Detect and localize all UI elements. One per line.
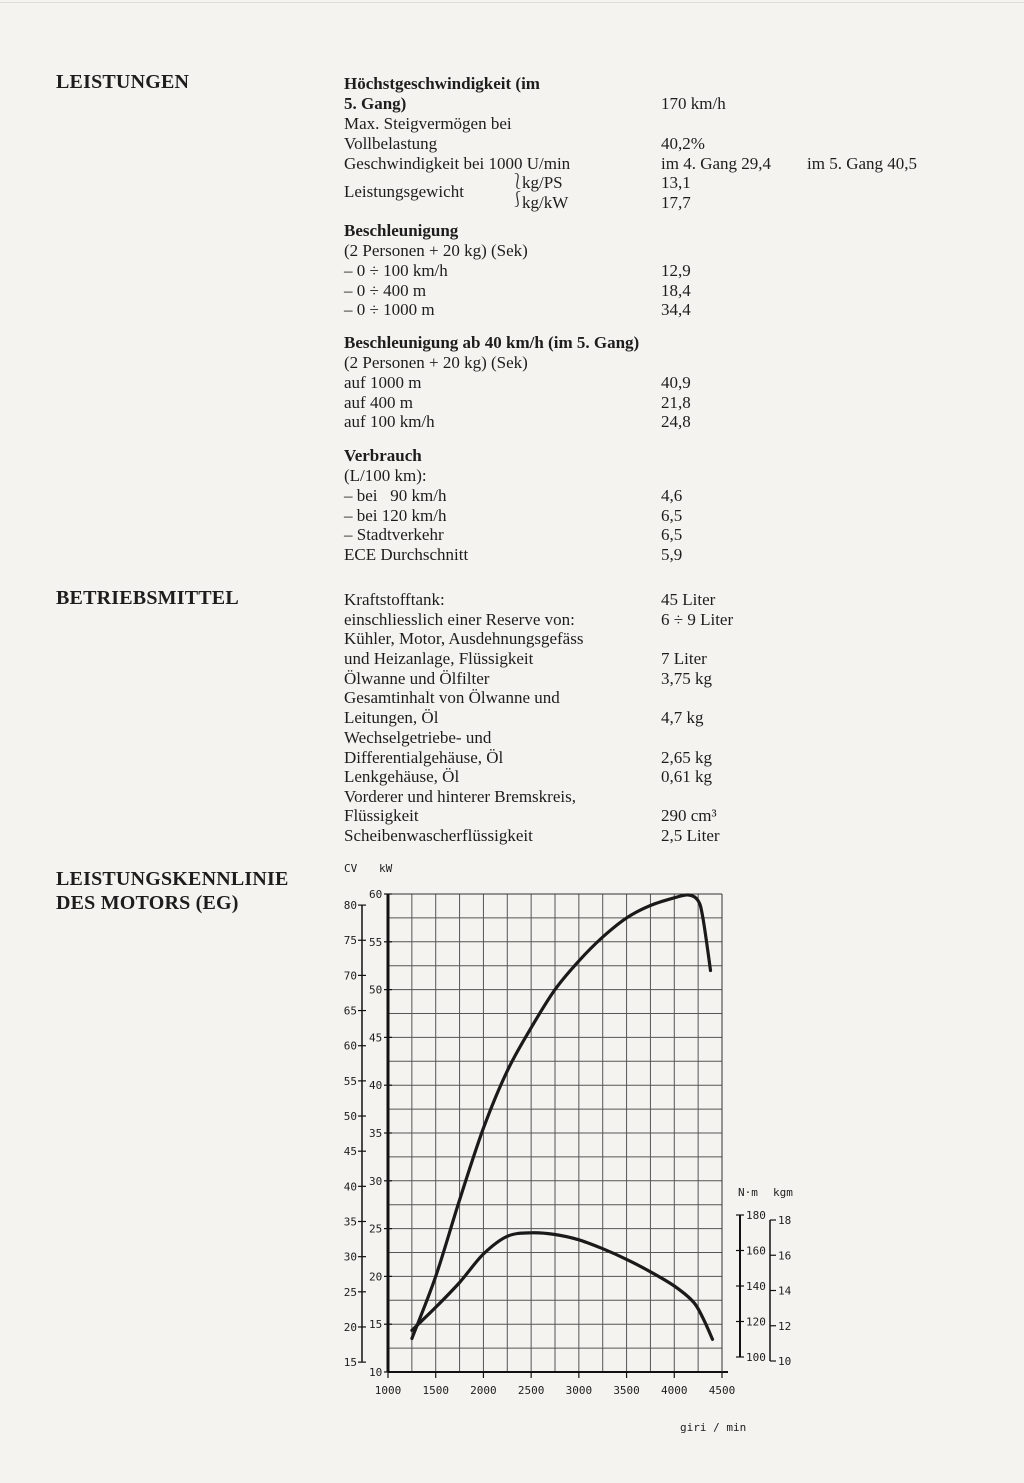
- kw-tick-label: 15: [369, 1318, 383, 1332]
- verbrauch-title: Verbrauch: [344, 446, 422, 465]
- vmax-label-line2: 5. Gang): [344, 94, 407, 113]
- axis-label-rpm: giri / min: [680, 1421, 747, 1434]
- kw-tick-label: 45: [369, 1031, 383, 1045]
- kuehler-label-line2: und Heizanlage, Flüssigkeit: [344, 649, 534, 668]
- kw-tick-label: 40: [369, 1079, 383, 1093]
- beschl40-row-label: auf 400 m: [344, 393, 413, 412]
- steig-label-line1: Max. Steigvermögen bei: [344, 114, 512, 133]
- getriebe-value: 2,65 kg: [661, 748, 712, 767]
- x-tick-label: 4000: [661, 1384, 688, 1397]
- verbrauch-row-label: – bei 90 km/h: [344, 486, 447, 505]
- oelwanne-value: 3,75 kg: [661, 669, 712, 688]
- gesch-value-4-gang: im 4. Gang 29,4: [661, 154, 772, 173]
- verbrauch-row-label: – Stadtverkehr: [344, 525, 444, 544]
- scheibenwascher-label: Scheibenwascherflüssigkeit: [344, 826, 533, 845]
- scheibenwascher-value: 2,5 Liter: [661, 826, 720, 845]
- cv-tick-label: 45: [343, 1145, 357, 1159]
- brace-top: ⎱: [510, 174, 526, 190]
- x-tick-label: 1000: [374, 1384, 402, 1397]
- nm-tick-label: 100: [746, 1351, 766, 1364]
- axis-label-kw: kW: [379, 862, 393, 875]
- chart-curves: [412, 895, 713, 1339]
- kw-tick-label: 25: [369, 1222, 383, 1236]
- cv-tick-label: 80: [343, 899, 357, 913]
- beschleunigung-title: Beschleunigung: [344, 221, 459, 240]
- x-tick-label: 4500: [708, 1384, 736, 1397]
- axis-label-nm: N·m: [738, 1186, 758, 1199]
- cv-tick-label: 35: [343, 1215, 357, 1229]
- kuehler-label-line1: Kühler, Motor, Ausdehnungsgefäss: [344, 629, 584, 648]
- nm-tick-label: 120: [746, 1315, 766, 1329]
- kgm-tick-label: 12: [778, 1319, 792, 1333]
- section-heading-betriebsmittel: BETRIEBSMITTEL: [56, 587, 239, 609]
- kgm-tick-label: 16: [778, 1249, 792, 1263]
- beschl40-row-value: 21,8: [661, 393, 691, 412]
- kgm-tick-label: 18: [778, 1214, 792, 1227]
- steig-value: 40,2%: [661, 134, 705, 153]
- section-heading-kennlinie-2: DES MOTORS (EG): [56, 892, 239, 914]
- beschl-row-value: 18,4: [661, 281, 691, 300]
- gesamtinhalt-label-line2: Leitungen, Öl: [344, 708, 439, 727]
- cv-tick-label: 65: [343, 1004, 357, 1018]
- power-curve: [412, 895, 711, 1339]
- gesch-label: Geschwindigkeit bei 1000 U/min: [344, 154, 571, 173]
- vmax-value: 170 km/h: [661, 94, 726, 113]
- beschl-row-label: – 0 ÷ 100 km/h: [344, 261, 448, 280]
- cv-tick-label: 55: [343, 1074, 357, 1088]
- getriebe-label-line2: Differentialgehäuse, Öl: [344, 748, 504, 767]
- cv-tick-label: 50: [343, 1110, 357, 1124]
- section-heading-kennlinie-1: LEISTUNGSKENNLINIE: [56, 868, 289, 890]
- cv-tick-label: 30: [343, 1250, 357, 1264]
- gesamtinhalt-label-line1: Gesamtinhalt von Ölwanne und: [344, 688, 560, 707]
- beschl-row-label: – 0 ÷ 1000 m: [344, 300, 435, 319]
- beschleunigung-40-condition: (2 Personen + 20 kg) (Sek): [344, 353, 528, 372]
- kw-tick-label: 55: [369, 935, 383, 949]
- tank-value: 45 Liter: [661, 590, 716, 609]
- kw-tick-label: 30: [369, 1174, 383, 1188]
- beschleunigung-40-title: Beschleunigung ab 40 km/h (im 5. Gang): [344, 333, 640, 352]
- verbrauch-row-label: ECE Durchschnitt: [344, 545, 469, 564]
- beschleunigung-condition: (2 Personen + 20 kg) (Sek): [344, 241, 528, 260]
- brace-bottom: ⎰: [510, 192, 526, 208]
- kw-tick-label: 50: [369, 983, 383, 997]
- nm-tick-label: 180: [746, 1209, 766, 1222]
- nm-tick-label: 160: [746, 1244, 766, 1258]
- kw-tick-label: 60: [369, 888, 383, 901]
- tank-label: Kraftstofftank:: [344, 590, 445, 609]
- lg-unit-kw: kg/kW: [522, 193, 569, 212]
- axis-label-kgm: kgm: [773, 1186, 793, 1199]
- oelwanne-label: Ölwanne und Ölfilter: [344, 669, 490, 688]
- cv-tick-label: 20: [343, 1320, 357, 1334]
- leistungsgewicht-label: Leistungsgewicht: [344, 182, 464, 201]
- lenkgehaeuse-label: Lenkgehäuse, Öl: [344, 767, 460, 786]
- beschl40-row-label: auf 1000 m: [344, 373, 422, 392]
- beschl-row-value: 12,9: [661, 261, 691, 280]
- axis-label-cv: CV: [344, 862, 358, 875]
- bremskreis-value: 290 cm³: [661, 806, 717, 825]
- cv-tick-label: 15: [343, 1356, 357, 1370]
- bremskreis-label-line1: Vorderer und hinterer Bremskreis,: [344, 787, 576, 806]
- reserve-label: einschliesslich einer Reserve von:: [344, 610, 575, 629]
- kw-tick-label: 35: [369, 1127, 383, 1140]
- kuehler-value: 7 Liter: [661, 649, 707, 668]
- verbrauch-row-value: 4,6: [661, 486, 683, 505]
- nm-tick-label: 140: [746, 1280, 766, 1293]
- cv-tick-label: 25: [343, 1285, 357, 1299]
- section-heading-leistungen: LEISTUNGEN: [56, 71, 190, 93]
- kw-tick-label: 10: [369, 1366, 383, 1379]
- lg-unit-ps: kg/PS: [522, 173, 563, 192]
- kgm-tick-label: 14: [778, 1284, 792, 1298]
- chart-grid: [388, 894, 722, 1372]
- verbrauch-row-value: 6,5: [661, 525, 683, 544]
- getriebe-label-line1: Wechselgetriebe- und: [344, 728, 492, 747]
- beschl40-row-value: 24,8: [661, 412, 691, 431]
- cv-tick-label: 75: [343, 934, 357, 948]
- beschl-row-label: – 0 ÷ 400 m: [344, 281, 427, 300]
- lenkgehaeuse-value: 0,61 kg: [661, 767, 712, 786]
- lg-value-kw: 17,7: [661, 193, 691, 212]
- x-tick-label: 3500: [613, 1384, 640, 1397]
- reserve-value: 6 ÷ 9 Liter: [661, 610, 734, 629]
- x-tick-label: 3000: [565, 1384, 593, 1397]
- verbrauch-row-value: 5,9: [661, 545, 683, 564]
- lg-value-ps: 13,1: [661, 173, 691, 192]
- gesch-value-5-gang: im 5. Gang 40,5: [807, 154, 918, 173]
- cv-tick-label: 60: [343, 1039, 357, 1053]
- beschl-row-value: 34,4: [661, 300, 691, 319]
- verbrauch-unit: (L/100 km):: [344, 466, 427, 485]
- x-tick-label: 2500: [517, 1384, 545, 1397]
- cv-tick-label: 70: [343, 969, 357, 983]
- x-tick-label: 2000: [470, 1384, 497, 1397]
- bremskreis-label-line2: Flüssigkeit: [344, 806, 419, 825]
- kw-tick-label: 20: [369, 1270, 383, 1284]
- verbrauch-row-label: – bei 120 km/h: [344, 506, 447, 525]
- x-tick-label: 1500: [422, 1384, 449, 1397]
- kgm-tick-label: 10: [778, 1355, 792, 1368]
- steig-label-line2: Vollbelastung: [344, 134, 438, 153]
- vmax-label-line1: Höchstgeschwindigkeit (im: [344, 74, 540, 93]
- cv-tick-label: 40: [343, 1180, 357, 1194]
- gesamtinhalt-value: 4,7 kg: [661, 708, 704, 727]
- chart-ticks: [344, 888, 792, 1397]
- torque-curve: [412, 1233, 713, 1340]
- beschl40-row-value: 40,9: [661, 373, 691, 392]
- verbrauch-row-value: 6,5: [661, 506, 683, 525]
- beschl40-row-label: auf 100 km/h: [344, 412, 435, 431]
